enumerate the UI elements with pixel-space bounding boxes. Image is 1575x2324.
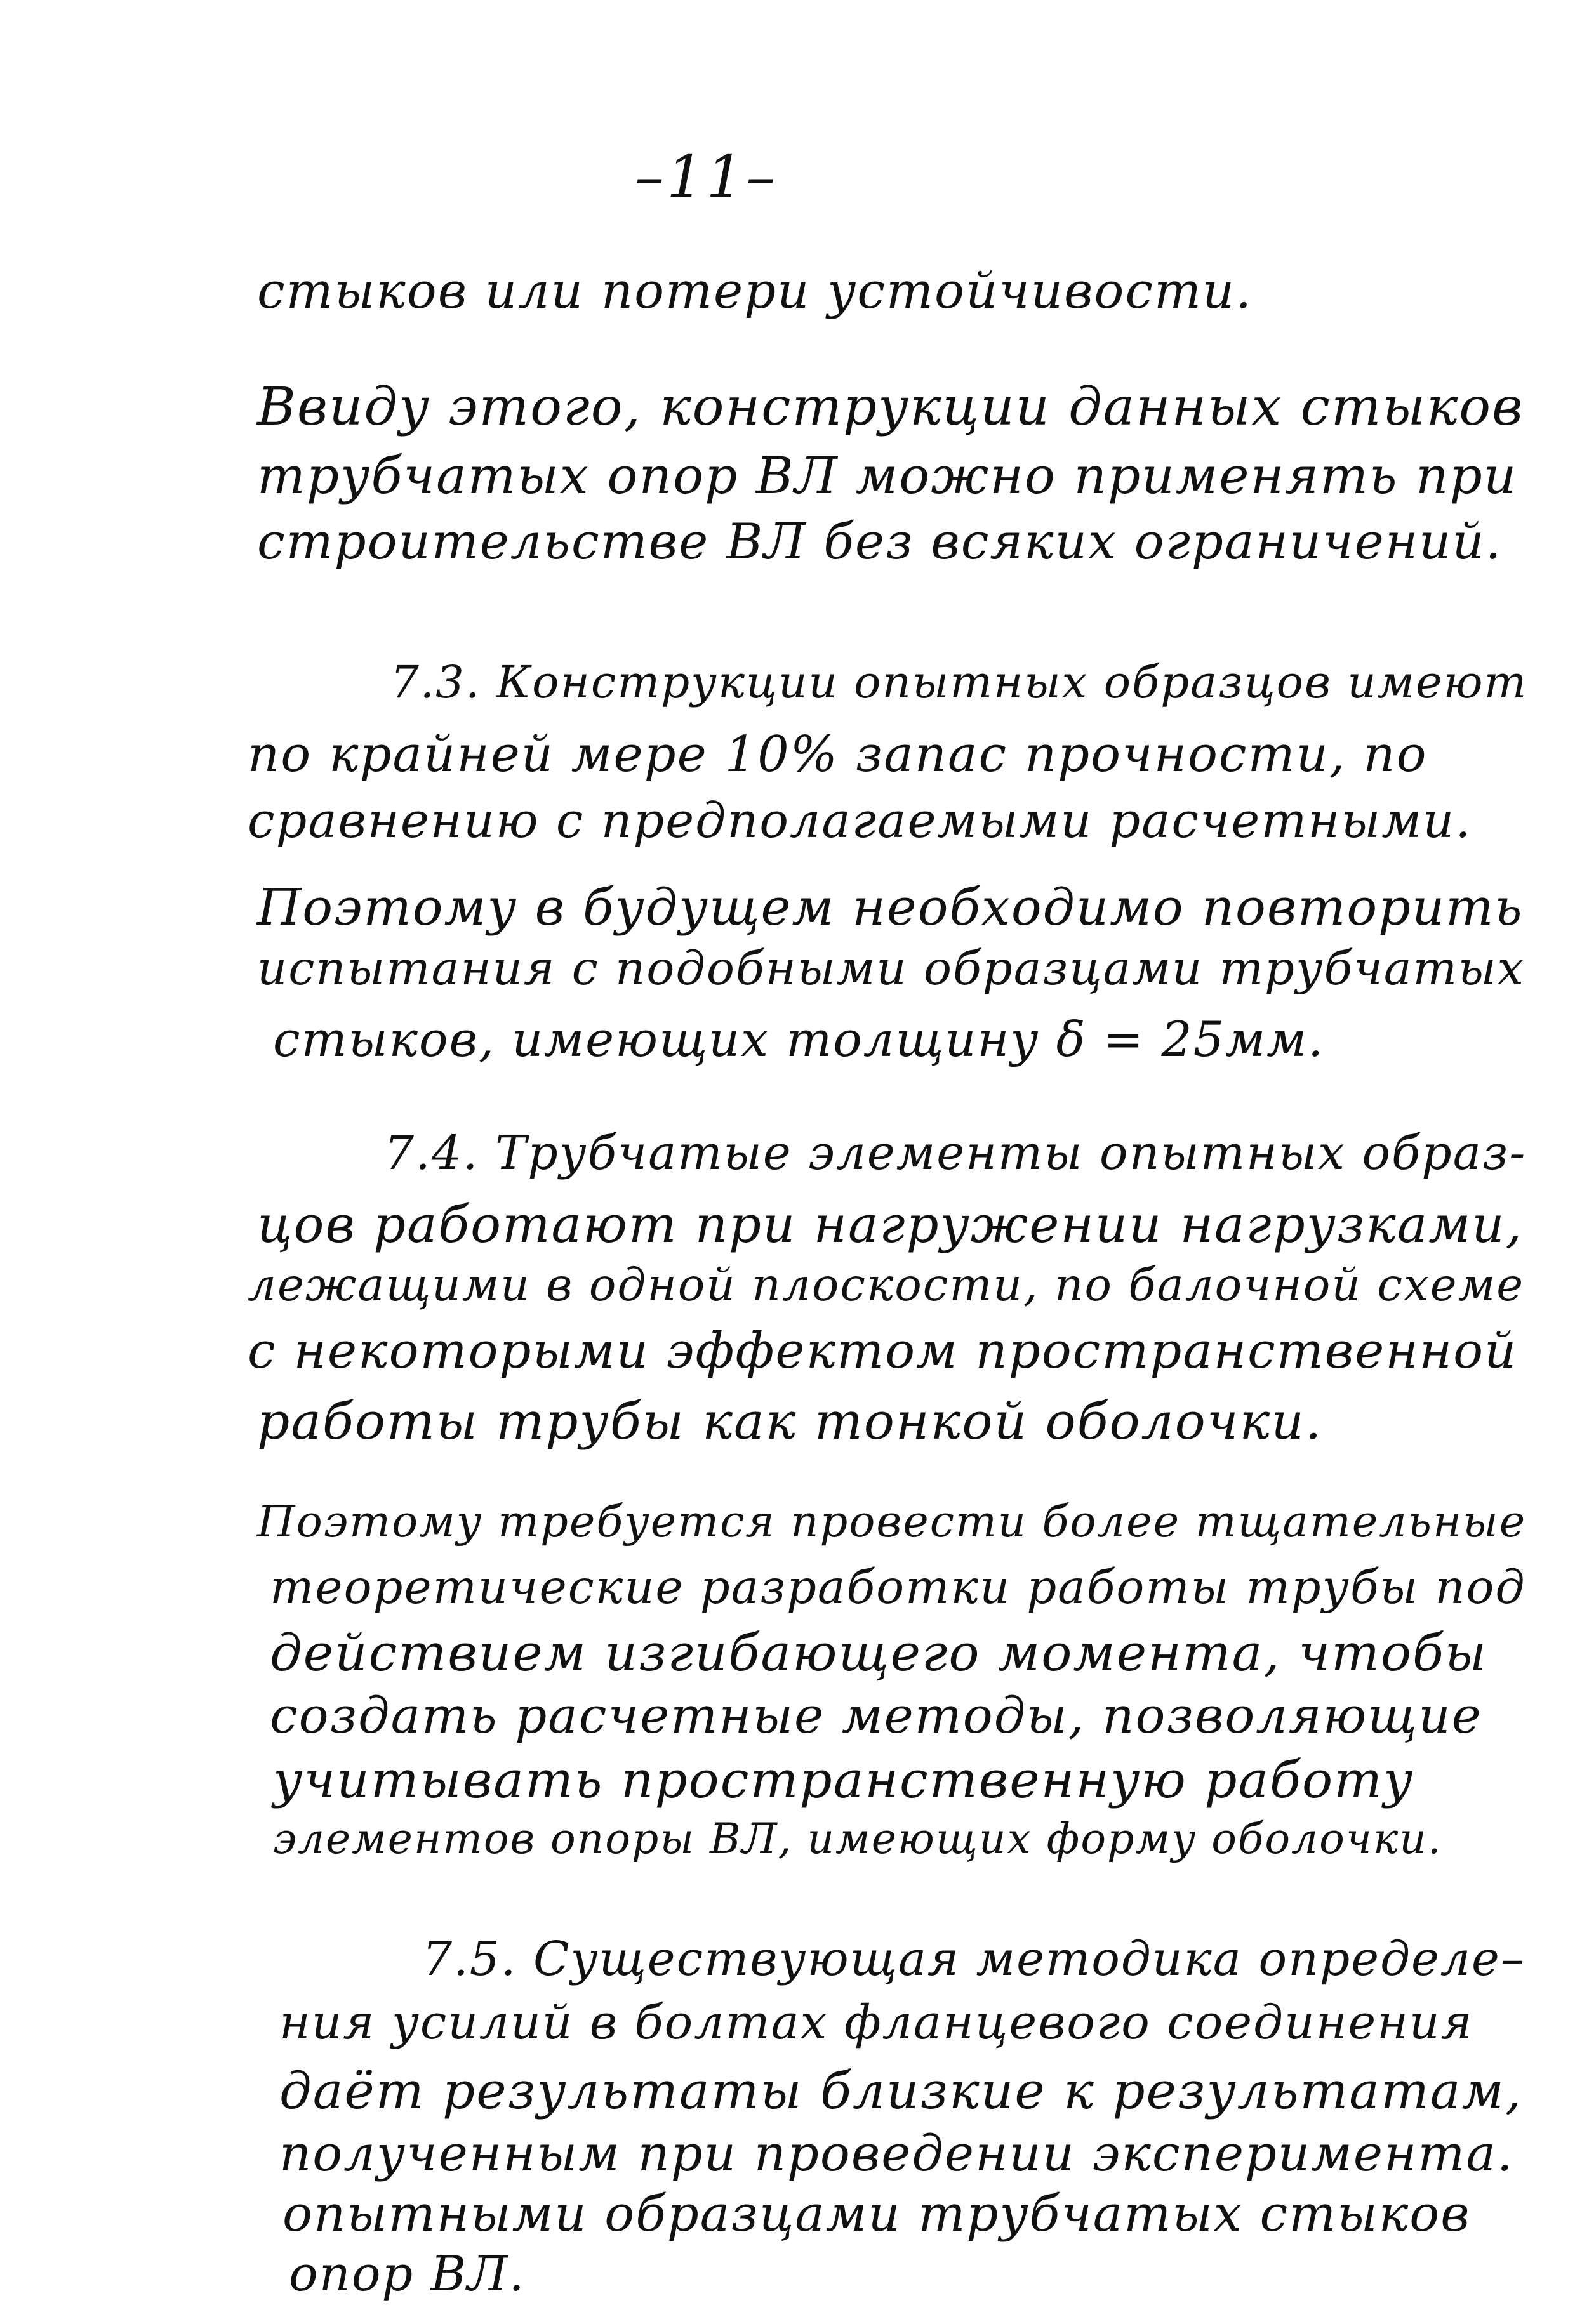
text-line: 7.5. Существующая методика определе– xyxy=(422,1932,1525,1986)
text-line: даёт результаты близкие к результатам, xyxy=(279,2061,1523,2120)
text-line: цов работают при нагружении нагрузками, xyxy=(257,1195,1523,1254)
text-line: испытания с подобными образцами трубчатых xyxy=(257,942,1525,996)
text-line: лежащими в одной плоскости, по балочной схеме xyxy=(248,1258,1525,1311)
text-line: Поэтому в будущем необходимо повторить xyxy=(257,878,1524,937)
text-line: стыков или потери устойчивости. xyxy=(257,263,1253,320)
text-line: учитывать пространственную работу xyxy=(273,1750,1414,1809)
text-line: работы трубы как тонкой оболочки. xyxy=(257,1392,1323,1451)
text-line: теоретические разработки работы трубы под xyxy=(270,1561,1526,1614)
text-line: строительстве ВЛ без всяких ограничений. xyxy=(257,513,1503,571)
text-line: по крайней мере 10% запас прочности, по xyxy=(248,726,1428,783)
text-line: ния усилий в болтах фланцевого соединения xyxy=(279,1995,1473,2050)
text-line: с некоторыми эффектом пространственной xyxy=(248,1323,1518,1380)
text-line: Поэтому требуется провести более тщательные xyxy=(257,1497,1527,1547)
text-line: трубчатых опор ВЛ можно применять при xyxy=(257,446,1518,505)
text-line: создать расчетные методы, позволяющие xyxy=(270,1687,1482,1745)
text-line: полученным при проведении эксперимента. xyxy=(279,2125,1514,2182)
text-line: стыков, имеющих толщину δ = 25мм. xyxy=(273,1011,1325,1067)
text-line: элементов опоры ВЛ, имеющих форму оболочки. xyxy=(273,1814,1442,1863)
text-line: сравнению с предполагаемыми расчетными. xyxy=(248,792,1472,848)
text-line: действием изгибающего момента, чтобы xyxy=(270,1623,1487,1682)
text-line: 7.4. Трубчатые элементы опытных образ- xyxy=(384,1126,1527,1180)
text-line: 7.3. Конструкции опытных образцов имеют xyxy=(390,656,1528,708)
text-line: опор ВЛ. xyxy=(289,2245,526,2302)
text-line: опытными образцами трубчатых стыков xyxy=(282,2186,1471,2243)
text-line: Ввиду этого, конструкции данных стыков xyxy=(257,376,1524,437)
page-number: –11– xyxy=(635,143,778,211)
